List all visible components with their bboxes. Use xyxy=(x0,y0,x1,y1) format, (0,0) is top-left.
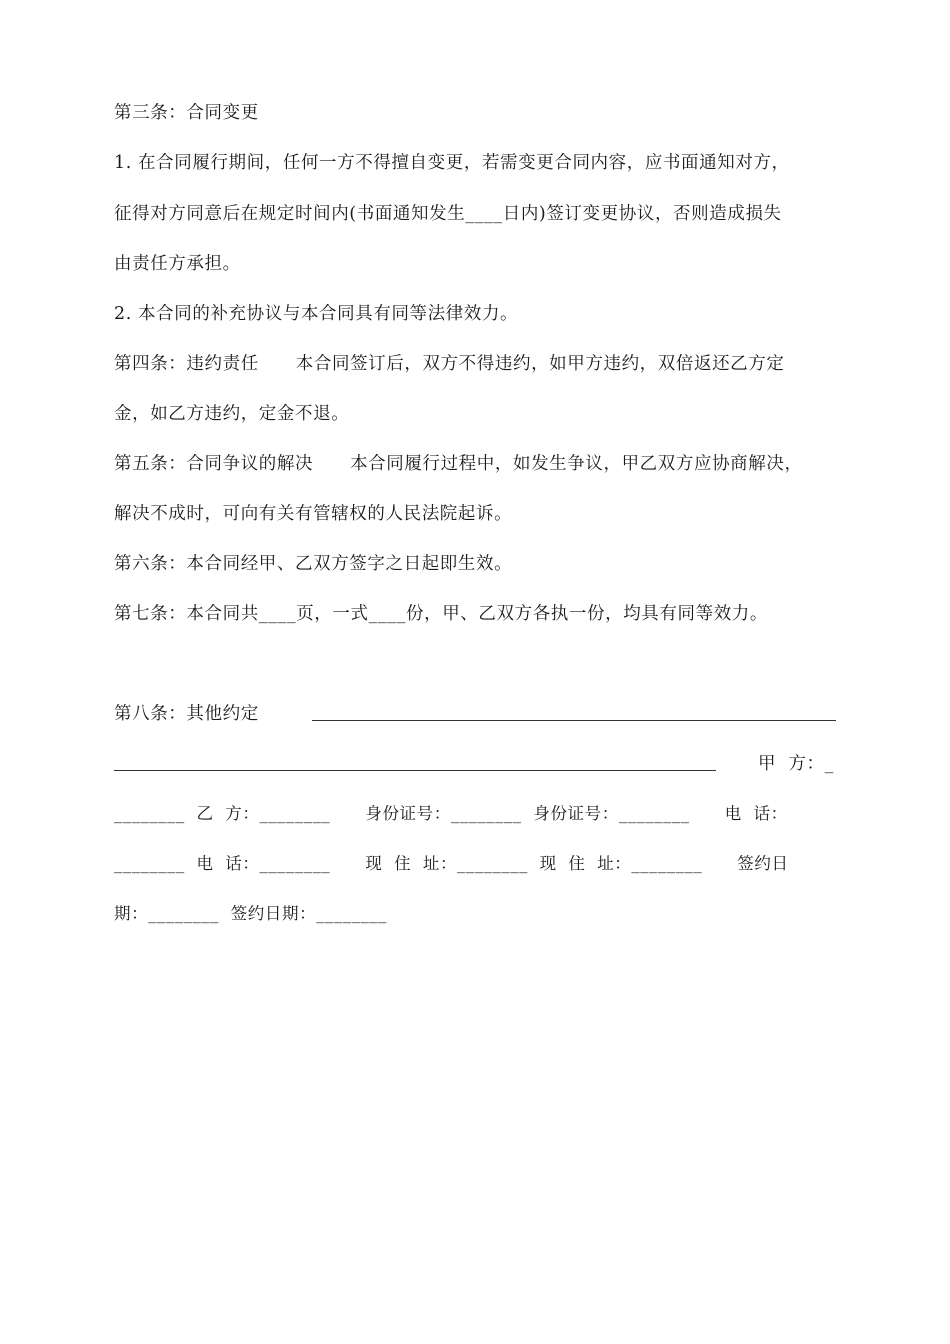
article-7: 第七条：本合同共____页，一式____份，甲、乙双方各执一份，均具有同等效力。 xyxy=(114,604,768,624)
article-5-line-1: 第五条：合同争议的解决 本合同履行过程中，如发生争议，甲乙双方应协商解决， xyxy=(114,454,803,474)
article-8-title: 第八条：其他约定 xyxy=(114,704,259,724)
party-a-label: 甲 方：_ xyxy=(758,754,834,774)
signature-row-3: 期：________ 签约日期：________ xyxy=(114,904,387,923)
article-3-title: 第三条：合同变更 xyxy=(114,103,259,123)
article-4-line-2: 金，如乙方违约，定金不退。 xyxy=(114,404,350,424)
article-5-line-2: 解决不成时，可向有关有管辖权的人民法院起诉。 xyxy=(114,504,513,524)
article-3-clause-1-line-1: 1. 在合同履行期间，任何一方不得擅自变更，若需变更合同内容，应书面通知对方， xyxy=(114,153,790,173)
article-3-clause-1-line-2: 征得对方同意后在规定时间内(书面通知发生____日内)签订变更协议，否则造成损失 xyxy=(114,204,782,224)
article-3-clause-1-line-3: 由责任方承担。 xyxy=(114,254,241,274)
article-6: 第六条：本合同经甲、乙双方签字之日起即生效。 xyxy=(114,554,513,574)
signature-row-1: ________ 乙 方：________ 身份证号：________ 身份证号：________ 电 话： xyxy=(114,804,788,823)
article-3-clause-2: 2. 本合同的补充协议与本合同具有同等法律效力。 xyxy=(114,304,519,324)
other-terms-blank-line-2 xyxy=(114,770,716,771)
other-terms-blank-line-1 xyxy=(312,720,836,721)
article-4-line-1: 第四条：违约责任 本合同签订后，双方不得违约，如甲方违约，双倍返还乙方定 xyxy=(114,354,785,374)
signature-row-2: ________ 电 话：________ 现 住 址：________ 现 住 址：________ 签约日 xyxy=(114,854,789,873)
